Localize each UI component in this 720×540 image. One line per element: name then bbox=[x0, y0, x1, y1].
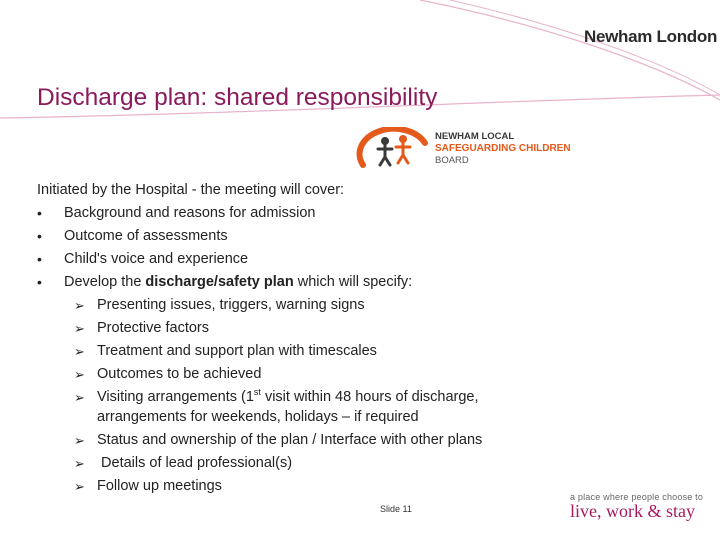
visiting-sup: st bbox=[253, 387, 261, 398]
develop-post: which will specify: bbox=[293, 274, 413, 290]
sub-bullet-text: Treatment and support plan with timescales bbox=[97, 343, 377, 359]
arrow-bullet-icon: ➢ bbox=[74, 298, 85, 313]
arrow-bullet-icon: ➢ bbox=[74, 390, 85, 405]
sub-bullet-text: Outcomes to be achieved bbox=[97, 366, 262, 382]
arrow-bullet-icon: ➢ bbox=[74, 344, 85, 359]
arrow-bullet-icon: ➢ bbox=[74, 479, 85, 494]
sub-bullet-text: Status and ownership of the plan / Interface with other plans bbox=[97, 432, 483, 448]
sub-bullet-item bbox=[37, 294, 557, 317]
bullet-dot-icon: • bbox=[37, 251, 42, 267]
bullet-text: Background and reasons for admission bbox=[64, 205, 316, 221]
visiting-continuation: arrangements for weekends, holidays – if required bbox=[97, 409, 419, 425]
bullet-text: Child's voice and experience bbox=[64, 251, 249, 267]
slide-number: Slide 11 bbox=[380, 504, 412, 514]
sub-bullet-item bbox=[37, 317, 557, 340]
lscb-line-3: BOARD bbox=[435, 155, 469, 166]
tagline-big: live, work & stay bbox=[570, 501, 695, 521]
children-emblem-icon bbox=[355, 127, 431, 177]
sub-bullet-text: Protective factors bbox=[97, 320, 210, 336]
visiting-pre: Visiting arrangements (1 bbox=[97, 389, 254, 405]
sub-bullet-item bbox=[37, 363, 557, 386]
arrow-bullet-icon: ➢ bbox=[74, 321, 85, 336]
sub-bullet-item bbox=[37, 429, 557, 452]
develop-pre: Develop the bbox=[64, 274, 146, 290]
newham-logo: Newham London bbox=[584, 27, 718, 46]
visiting-post: visit within 48 hours of discharge, bbox=[260, 389, 479, 405]
bullet-item bbox=[37, 202, 557, 225]
bullet-dot-icon: • bbox=[37, 274, 42, 290]
tagline-logo bbox=[570, 492, 710, 522]
arrow-bullet-icon: ➢ bbox=[74, 433, 85, 448]
arrow-bullet-icon: ➢ bbox=[74, 367, 85, 382]
content-body bbox=[37, 179, 557, 498]
bullet-item bbox=[37, 225, 557, 248]
bullet-dot-icon: • bbox=[37, 228, 42, 244]
sub-bullet-text: Details of lead professional(s) bbox=[97, 455, 293, 471]
lscb-logo bbox=[355, 127, 600, 177]
bullet-dot-icon: • bbox=[37, 205, 42, 221]
intro-text: Initiated by the Hospital - the meeting will cover: bbox=[37, 182, 345, 198]
lscb-line-2: SAFEGUARDING CHILDREN bbox=[435, 143, 571, 154]
bullet-text: Outcome of assessments bbox=[64, 228, 228, 244]
lscb-line-1: NEWHAM LOCAL bbox=[435, 131, 515, 142]
tagline-small: a place where people choose to bbox=[570, 492, 704, 502]
sub-bullet-text: Follow up meetings bbox=[97, 478, 222, 494]
develop-bold: discharge/safety plan bbox=[145, 274, 294, 290]
sub-bullet-item bbox=[37, 340, 557, 363]
slide-title: Discharge plan: shared responsibility bbox=[37, 84, 438, 111]
bullet-item-develop bbox=[37, 271, 557, 294]
arrow-bullet-icon: ➢ bbox=[74, 456, 85, 471]
bullet-item bbox=[37, 248, 557, 271]
sub-bullet-item bbox=[37, 475, 557, 498]
sub-bullet-text: Presenting issues, triggers, warning signs bbox=[97, 297, 365, 313]
lscb-text bbox=[435, 131, 571, 167]
sub-bullet-item bbox=[37, 452, 557, 475]
